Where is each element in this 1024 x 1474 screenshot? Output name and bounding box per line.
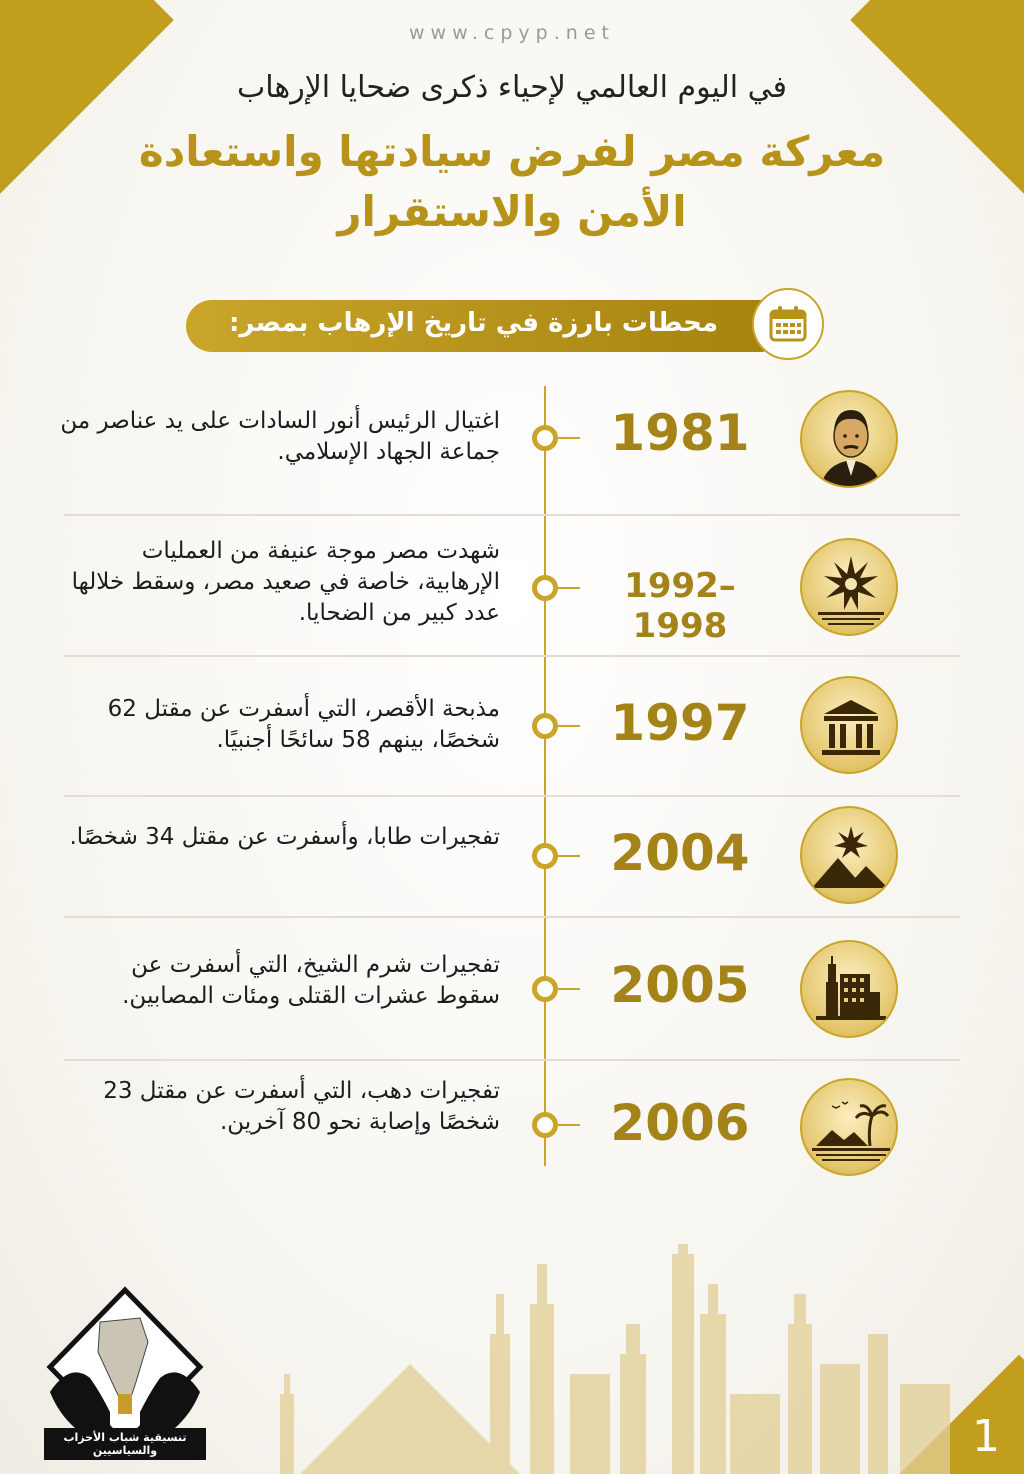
hotel-icon xyxy=(800,940,898,1038)
timeline-dot xyxy=(532,425,558,451)
subtitle: في اليوم العالمي لإحياء ذكرى ضحايا الإرهاب xyxy=(237,70,787,105)
timeline-dot xyxy=(532,843,558,869)
event-year-2005: 2005 xyxy=(610,956,750,1014)
row-divider xyxy=(64,514,960,516)
event-year-2004: 2004 xyxy=(610,824,750,882)
event-year-1992-1998: 1992–1998 xyxy=(624,566,736,646)
event-description-1981: اغتيال الرئيس أنور السادات على يد عناصر من جماعة الجهاد الإسلامي. xyxy=(60,408,500,465)
event-description-1992-1998: شهدت مصر موجة عنيفة من العمليات الإرهابية، خاصة في صعيد مصر، وسقط خلالها عدد كبير من الضحايا. xyxy=(71,538,500,626)
event-description-1997: مذبحة الأقصر، التي أسفرت عن مقتل 62 شخصًا، بينهم 58 سائحًا أجنبيًا. xyxy=(107,696,500,753)
row-divider xyxy=(64,1059,960,1061)
palm-island-icon xyxy=(800,1078,898,1176)
pyramids-icon xyxy=(800,806,898,904)
event-description-2004: تفجيرات طابا، وأسفرت عن مقتل 34 شخصًا. xyxy=(69,824,500,850)
timeline-tick xyxy=(558,1124,580,1126)
timeline-tick xyxy=(558,587,580,589)
page-title: معركة مصر لفرض سيادتها واستعادة الأمن والاستقرار xyxy=(138,127,886,236)
organization-logo xyxy=(40,1282,210,1452)
timeline-dot xyxy=(532,713,558,739)
row-divider xyxy=(64,655,960,657)
president-portrait-icon xyxy=(800,390,898,488)
page-number: 1 xyxy=(972,1411,1000,1462)
event-year-1981: 1981 xyxy=(610,404,750,462)
timeline-dot xyxy=(532,575,558,601)
event-description-2005: تفجيرات شرم الشيخ، التي أسفرت عن سقوط عشرات القتلى ومئات المصابين. xyxy=(122,952,500,1009)
website-url: www.cpyp.net xyxy=(409,22,615,44)
event-description-2006: تفجيرات دهب، التي أسفرت عن مقتل 23 شخصًا وإصابة نحو 80 آخرين. xyxy=(103,1078,500,1135)
event-year-1997: 1997 xyxy=(610,694,750,752)
timeline-line xyxy=(544,386,546,1166)
organization-name: تنسيقية شباب الأحزاب والسياسيين xyxy=(44,1428,206,1460)
timeline-dot xyxy=(532,976,558,1002)
section-heading: محطات بارزة في تاريخ الإرهاب بمصر: xyxy=(229,308,718,338)
skyline-illustration xyxy=(260,1244,980,1474)
row-divider xyxy=(64,916,960,918)
section-heading-banner xyxy=(186,300,786,352)
row-divider xyxy=(64,795,960,797)
timeline-tick xyxy=(558,725,580,727)
calendar-icon xyxy=(752,288,824,360)
temple-icon xyxy=(800,676,898,774)
timeline-tick xyxy=(558,988,580,990)
explosion-icon xyxy=(800,538,898,636)
timeline-tick xyxy=(558,437,580,439)
timeline-tick xyxy=(558,855,580,857)
timeline-dot xyxy=(532,1112,558,1138)
event-year-2006: 2006 xyxy=(610,1094,750,1152)
